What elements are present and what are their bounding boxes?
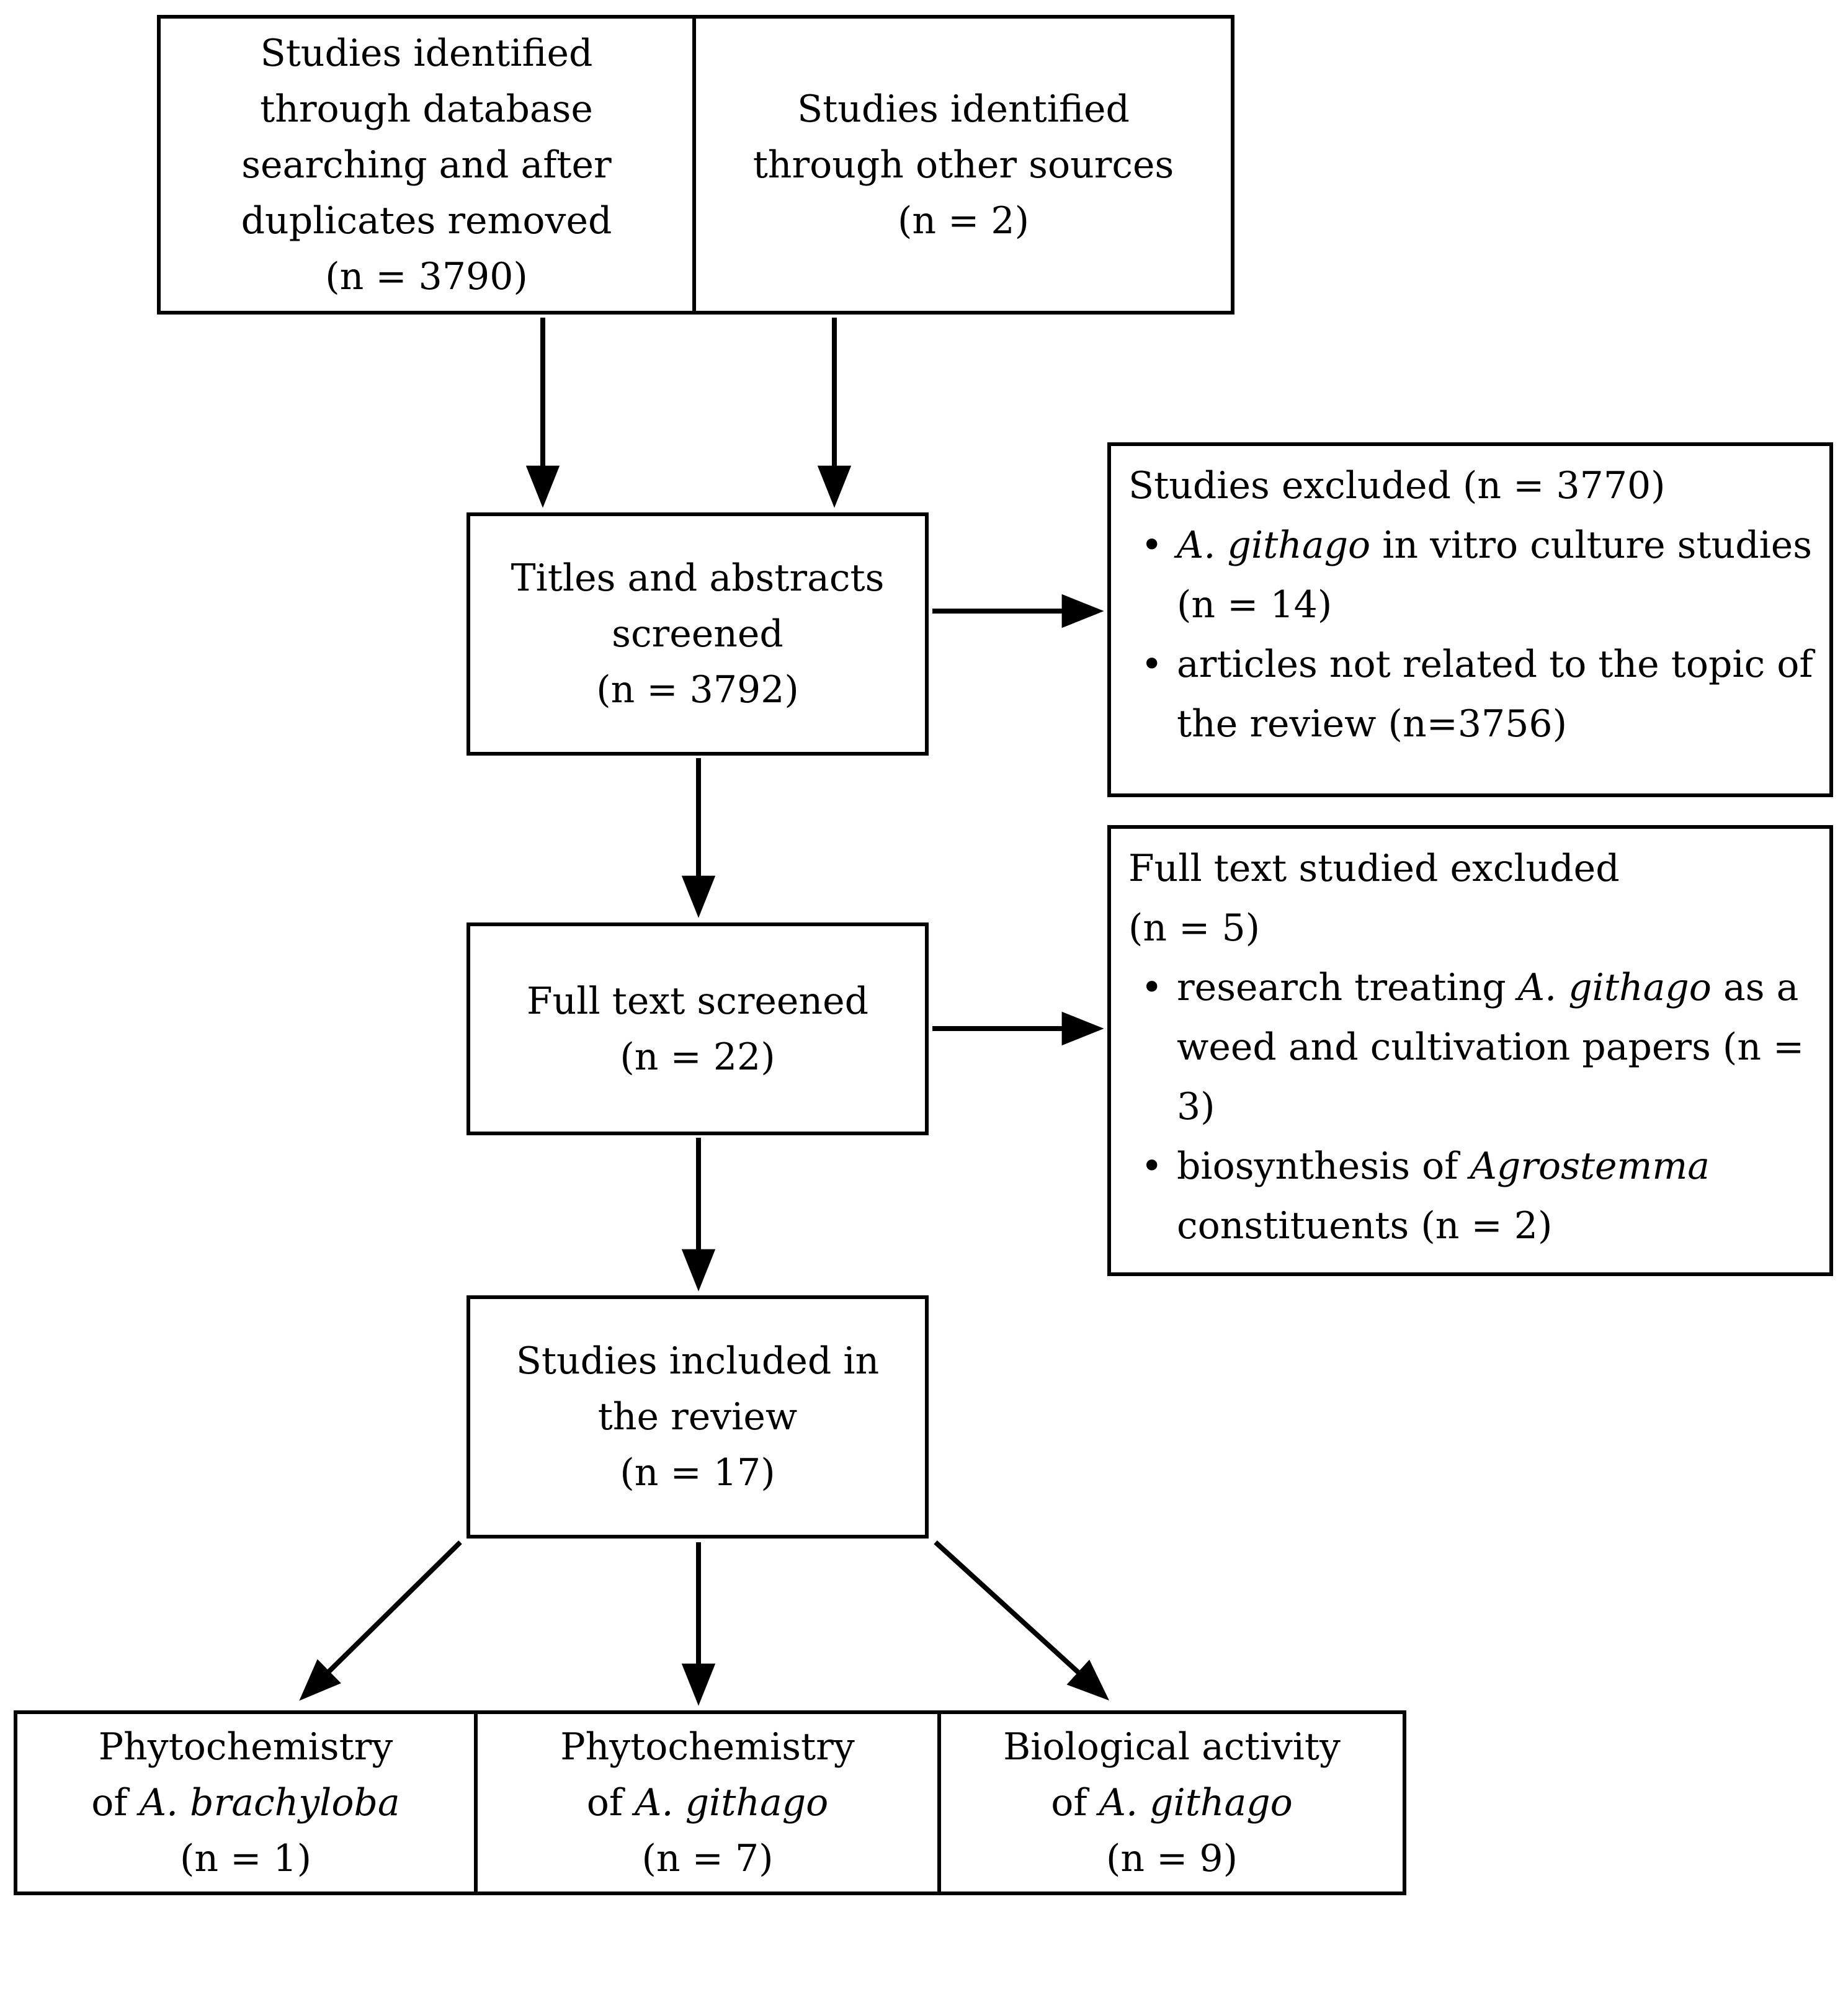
- species-name: A. brachyloba: [139, 1781, 400, 1825]
- arrow-included-to-biological-activity: [935, 1542, 1103, 1695]
- box-text: [753, 81, 1174, 249]
- box-line: through database: [260, 87, 593, 131]
- box-line: searching and after: [241, 143, 612, 187]
- bullet-dot: •: [1141, 524, 1163, 567]
- box-line-pre: of: [91, 1781, 140, 1825]
- box-line: (n = 22): [620, 1035, 775, 1079]
- box-line: Phytochemistry: [98, 1725, 393, 1769]
- bullet-text-pre: research treating: [1177, 966, 1518, 1009]
- box-line: (n = 17): [620, 1451, 775, 1494]
- species-name: A. githago: [1517, 966, 1712, 1009]
- box-line: (n = 2): [897, 199, 1030, 243]
- bullet-text-post: as a weed and cultivation papers (n = 3): [1177, 966, 1805, 1128]
- box-text: [560, 1719, 854, 1887]
- box-excluded-screening: [1107, 442, 1833, 797]
- box-line: (n = 1): [179, 1837, 312, 1880]
- bullet-text-post: constituents (n = 2): [1177, 1204, 1553, 1248]
- bullet-text-pre: articles not related to the topic of the review (n=3756): [1177, 643, 1813, 746]
- box-line: Studies identified: [797, 87, 1130, 131]
- box-line: the review: [597, 1395, 798, 1439]
- box-included: [466, 1295, 929, 1539]
- bullet-dot: •: [1141, 643, 1163, 686]
- box-excluded-fulltext: [1107, 825, 1833, 1276]
- box-line: duplicates removed: [241, 199, 612, 243]
- box-text: [241, 25, 612, 305]
- box-line: Full text screened: [526, 979, 868, 1023]
- bullet-item: [1128, 958, 1813, 1137]
- box-biological-activity-githago: [937, 1710, 1406, 1895]
- box-text: [511, 550, 885, 718]
- bullet-item: [1128, 1137, 1813, 1256]
- species-name: A. githago: [1177, 524, 1371, 567]
- box-phytochemistry-brachyloba: [14, 1710, 478, 1895]
- excluded-fulltext-title-line: Full text studied excluded: [1128, 847, 1620, 890]
- box-line: (n = 7): [641, 1837, 774, 1880]
- box-line: [1003, 1775, 1341, 1831]
- box-database-search: [157, 15, 696, 315]
- box-line: [91, 1775, 400, 1831]
- bullet-text-post: in vitro culture studies (n = 14): [1177, 524, 1813, 627]
- species-name: A. githago: [1099, 1781, 1293, 1825]
- excluded-screening-title: Studies excluded (n = 3770): [1128, 464, 1666, 507]
- box-line-pre: of: [586, 1781, 635, 1825]
- arrow-included-to-phytochemistry-brachyloba: [305, 1542, 460, 1695]
- box-fulltext-screened: [466, 922, 929, 1135]
- box-text: [527, 973, 868, 1085]
- bullet-dot: •: [1141, 1145, 1163, 1188]
- box-line-pre: of: [1051, 1781, 1099, 1825]
- bullet-text: [1177, 1137, 1813, 1256]
- bullet-text-pre: biosynthesis of: [1177, 1145, 1470, 1188]
- box-text: [91, 1719, 400, 1887]
- box-line: (n = 3790): [325, 254, 528, 298]
- box-titles-screened: [466, 512, 929, 756]
- genus-name: Agrostemma: [1470, 1145, 1710, 1188]
- box-line: Phytochemistry: [560, 1725, 855, 1769]
- bullet-text: [1177, 958, 1813, 1137]
- bullet-dot: •: [1141, 966, 1163, 1009]
- box-line: Biological activity: [1003, 1725, 1341, 1769]
- bullet-text: [1177, 635, 1813, 754]
- box-line: through other sources: [752, 143, 1174, 187]
- box-line: screened: [612, 612, 783, 656]
- box-text: [516, 1333, 879, 1501]
- box-line: Studies identified: [260, 31, 593, 75]
- box-other-sources: [692, 15, 1234, 315]
- box-line: Titles and abstracts: [511, 556, 885, 600]
- species-name: A. githago: [635, 1781, 829, 1825]
- bullet-item: [1128, 635, 1813, 754]
- bullet-text: [1177, 516, 1813, 635]
- excluded-fulltext-title-line: (n = 5): [1128, 906, 1261, 950]
- box-line: (n = 3792): [596, 668, 799, 712]
- box-line: (n = 9): [1105, 1837, 1238, 1880]
- bullet-item: [1128, 516, 1813, 635]
- box-line: Studies included in: [516, 1339, 880, 1383]
- box-text: [1003, 1719, 1341, 1887]
- box-phytochemistry-githago: [474, 1710, 941, 1895]
- box-line: [560, 1775, 854, 1831]
